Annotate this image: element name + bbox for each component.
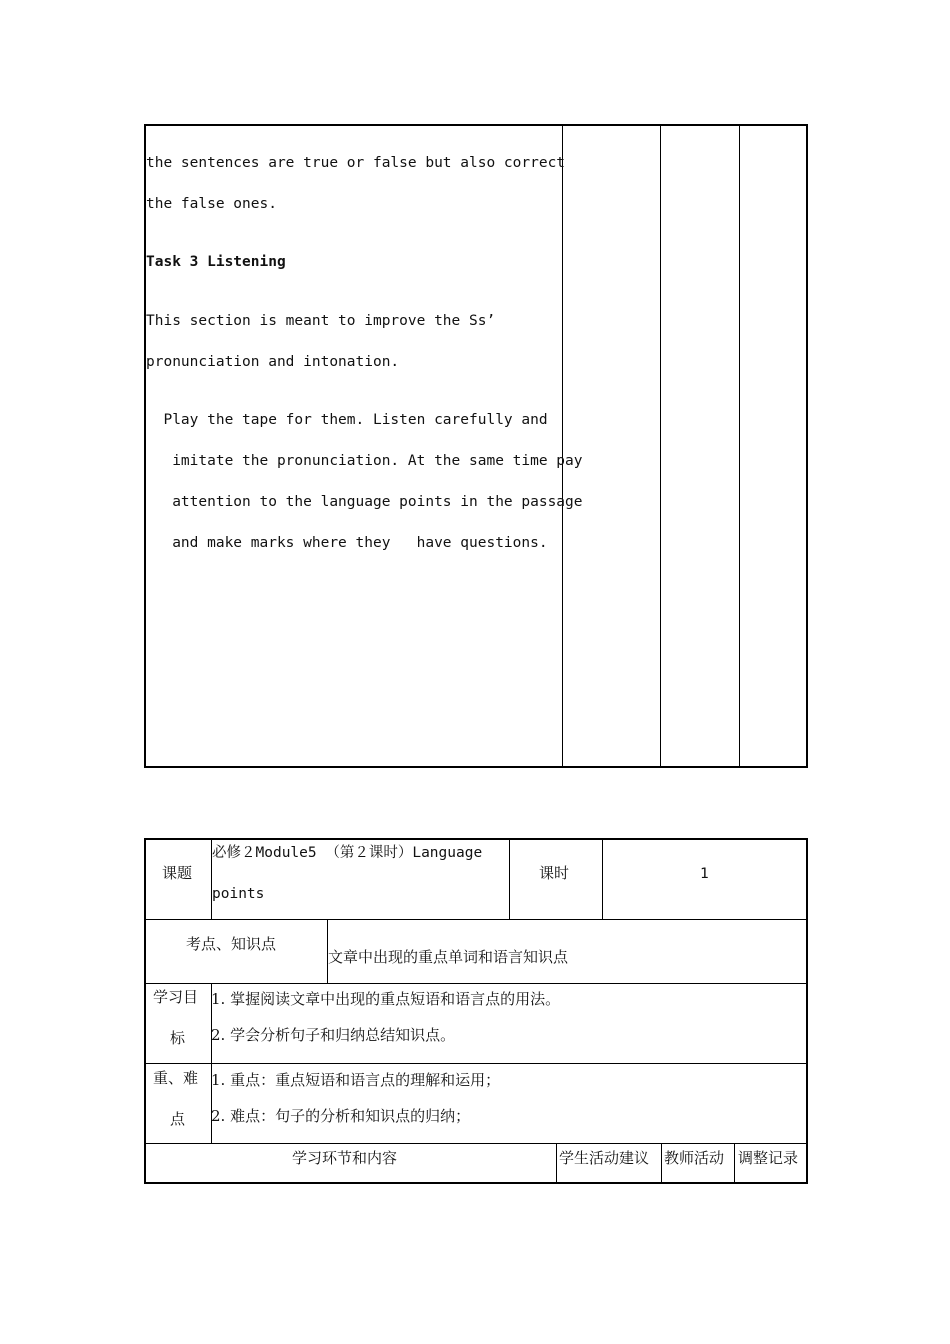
- lesson-info-table: [144, 838, 808, 1184]
- learning-stages-header: 学习环节和内容: [292, 1149, 398, 1167]
- column-divider: [739, 126, 740, 766]
- learning-goals-label: 学习目: [153, 988, 199, 1006]
- procedure-content-cell: [146, 126, 583, 551]
- learning-goal-item: 2. 学会分析句子和归纳总结知识点。: [211, 1026, 456, 1044]
- difficult-point-item: 2. 难点：句子的分析和知识点的归纳；: [211, 1107, 471, 1125]
- task-heading: Task 3 Listening: [146, 254, 286, 270]
- topic-title-continued: points: [212, 886, 265, 902]
- topic-title: 必修２Module5 （第２课时）Language: [212, 845, 483, 861]
- content-line: and make marks where they have questions.: [146, 535, 548, 551]
- content-line: pronunciation and intonation.: [146, 354, 400, 370]
- content-line: Play the tape for them. Listen carefully and: [146, 412, 548, 428]
- content-line: the false ones.: [146, 196, 277, 212]
- column-divider: [602, 840, 603, 919]
- period-label: 课时: [539, 864, 570, 882]
- key-difficult-points-label-continued: 点: [170, 1110, 186, 1128]
- knowledge-points-content: 文章中出现的重点单词和语言知识点: [328, 948, 569, 966]
- row-divider: [146, 919, 806, 920]
- row-divider: [146, 983, 806, 984]
- content-line: attention to the language points in the passage: [146, 494, 583, 510]
- content-line: This section is meant to improve the Ss’: [146, 313, 496, 329]
- row-divider: [146, 1063, 806, 1064]
- column-divider: [734, 1143, 735, 1184]
- row-divider: [146, 1143, 806, 1144]
- column-divider: [660, 126, 661, 766]
- key-difficult-points-label: 重、难: [153, 1069, 199, 1087]
- upper-lesson-table: [144, 124, 808, 768]
- period-value: 1: [700, 866, 709, 882]
- learning-goals-label-continued: 标: [170, 1029, 186, 1047]
- column-divider: [556, 1143, 557, 1184]
- student-activity-header: 学生活动建议: [559, 1149, 650, 1167]
- column-divider: [661, 1143, 662, 1184]
- column-divider: [509, 840, 510, 919]
- content-line: imitate the pronunciation. At the same time pay: [146, 453, 583, 469]
- knowledge-points-label: 考点、知识点: [186, 935, 277, 953]
- key-point-item: 1. 重点：重点短语和语言点的理解和运用；: [211, 1071, 501, 1089]
- column-divider: [562, 126, 563, 766]
- topic-label: 课题: [162, 864, 193, 882]
- teacher-activity-header: 教师活动: [664, 1149, 725, 1167]
- learning-goal-item: 1. 掌握阅读文章中出现的重点短语和语言点的用法。: [211, 990, 561, 1008]
- adjustment-notes-header: 调整记录: [738, 1149, 799, 1167]
- content-line: the sentences are true or false but also correct: [146, 155, 566, 171]
